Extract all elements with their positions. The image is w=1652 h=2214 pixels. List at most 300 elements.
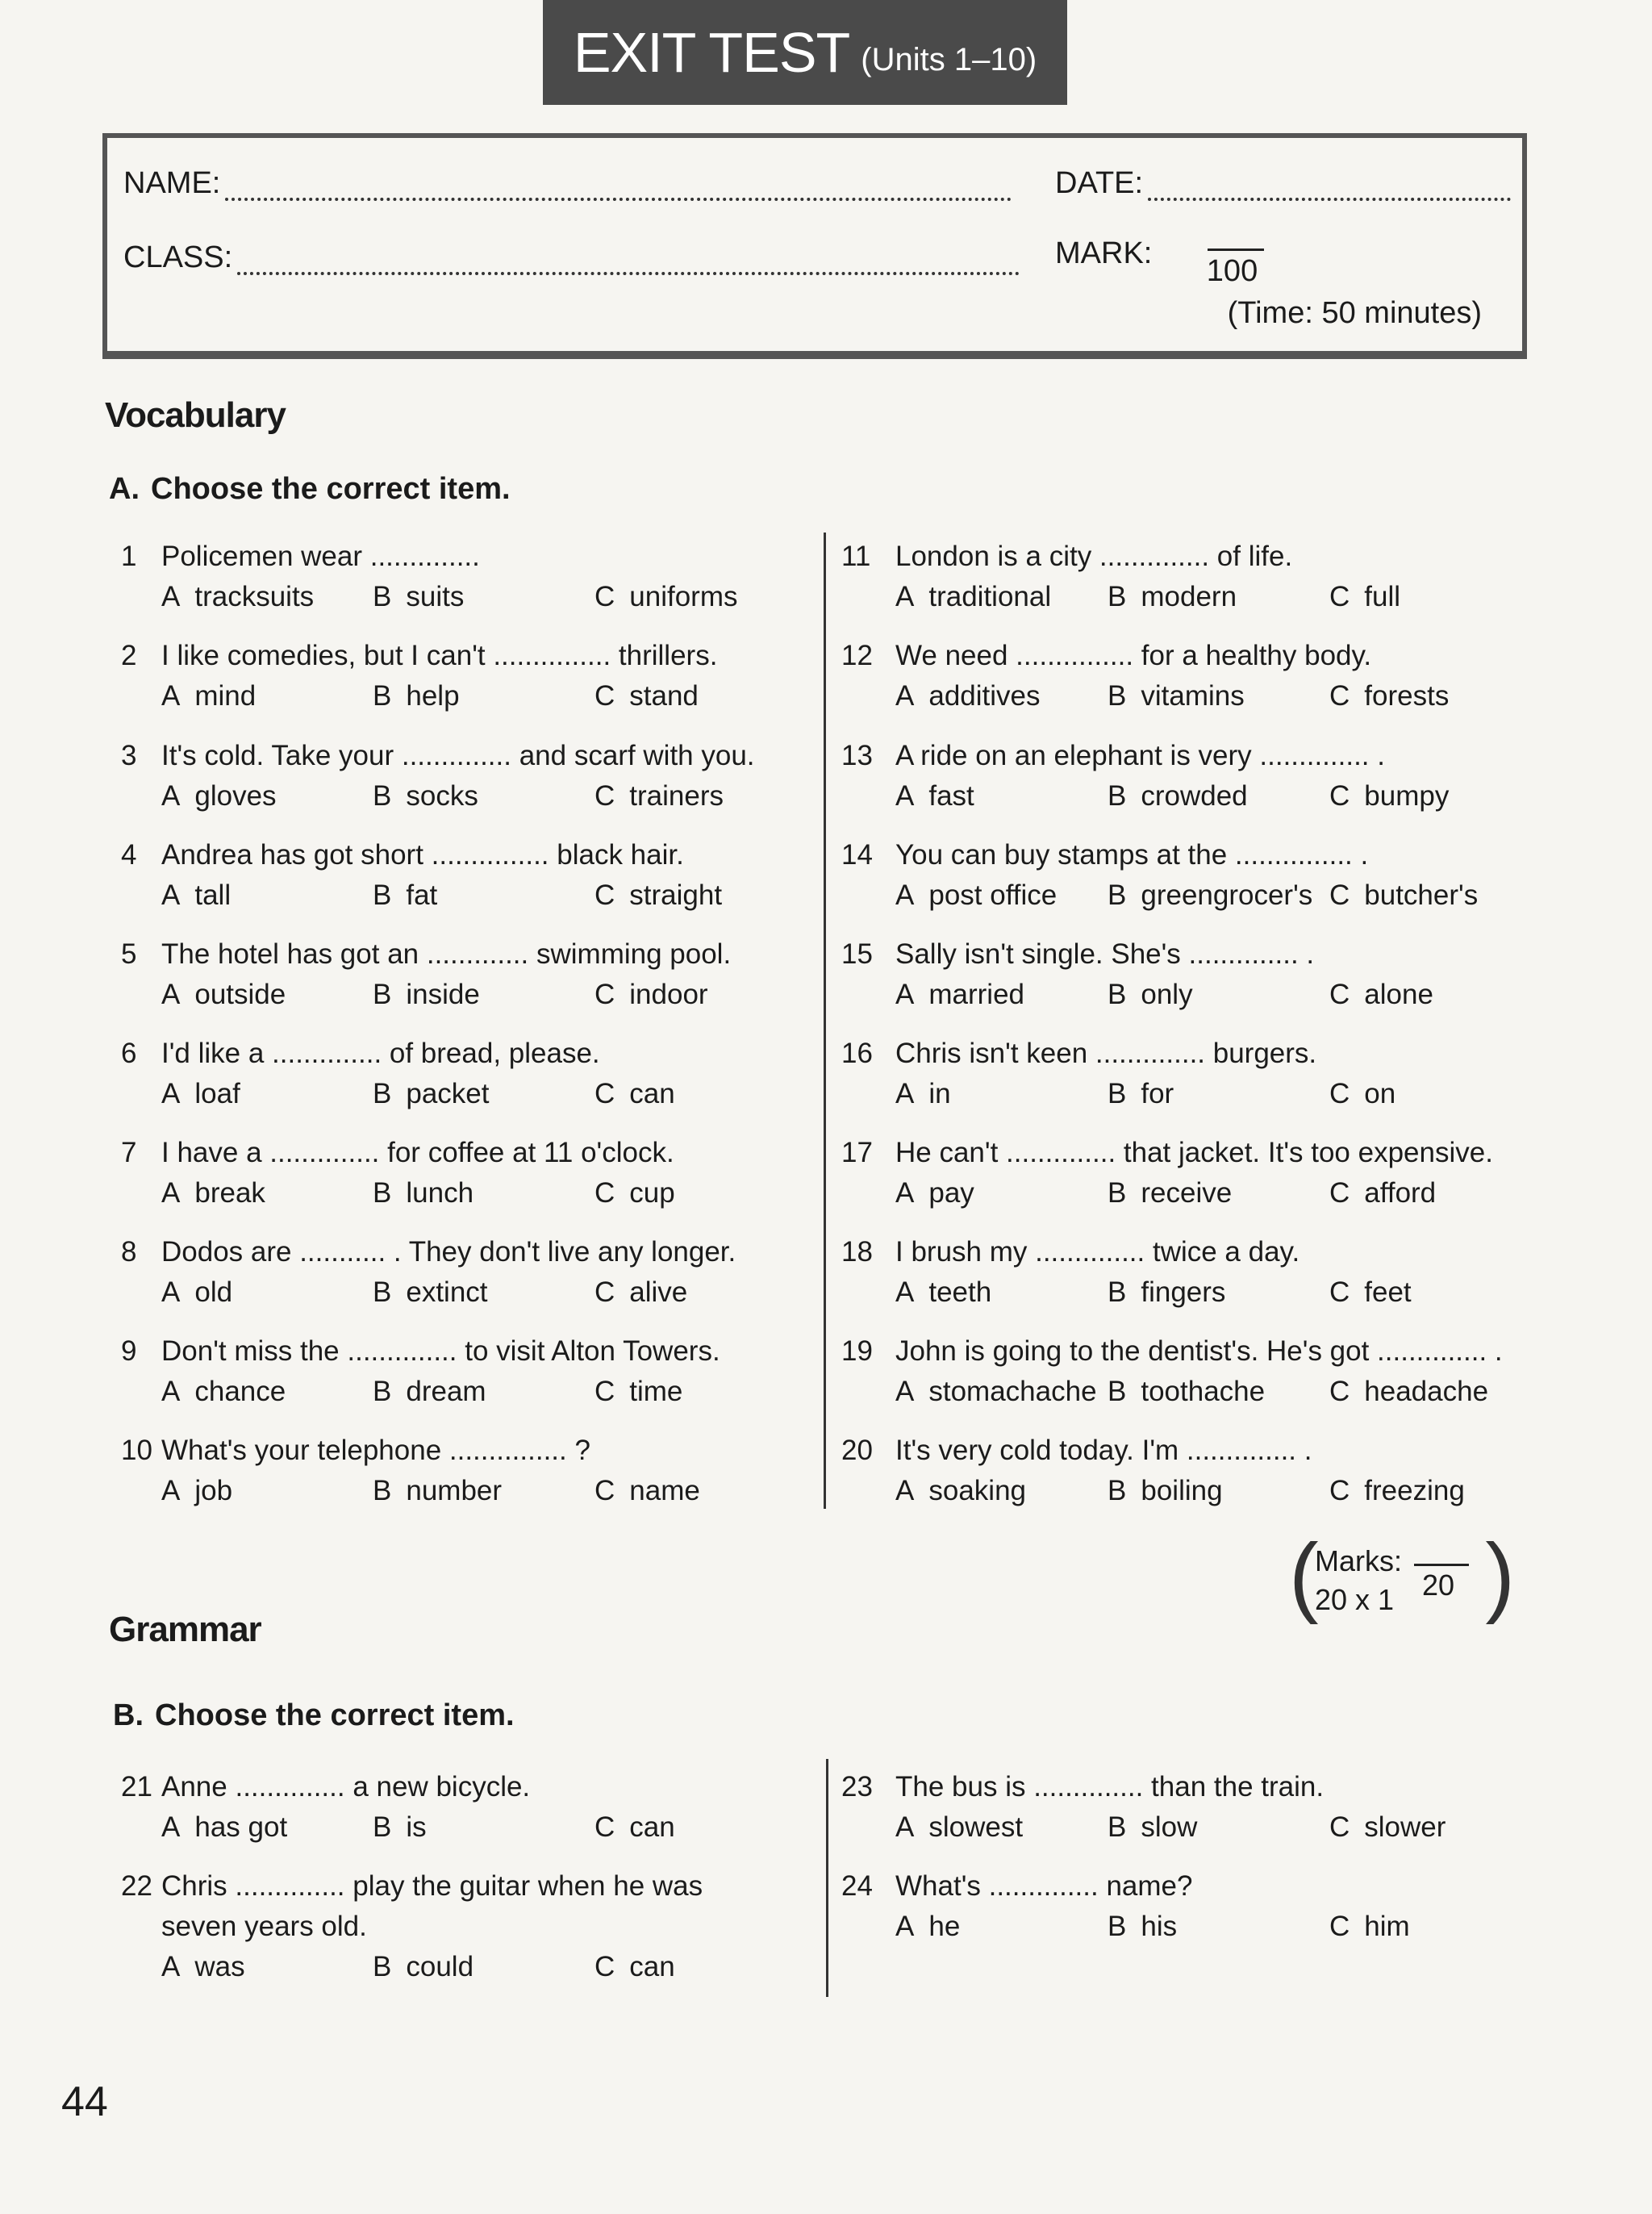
option-a[interactable] [895,975,1024,1015]
option-text: boiling [1141,1475,1223,1506]
question-number: 24 [841,1870,873,1902]
option-letter: A [895,1276,915,1308]
question-text: Chris .............. play the guitar when he was [161,1870,703,1902]
option-b[interactable] [373,676,460,716]
question-text: The bus is .............. than the train. [895,1771,1325,1803]
option-text: break [194,1177,265,1209]
test-title-bar [543,0,1067,105]
option-letter: B [373,1376,392,1407]
question-text: London is a city .............. of life. [895,541,1293,572]
option-a[interactable] [161,1372,286,1412]
option-c[interactable] [594,875,722,916]
option-b[interactable] [373,875,437,916]
question-number: 1 [121,541,137,572]
option-b[interactable] [373,1074,489,1114]
marks-multiplier: 20 x 1 [1315,1583,1395,1616]
option-text: his [1141,1911,1178,1942]
question-item [841,1232,1571,1313]
option-a[interactable] [895,875,1057,916]
option-a[interactable] [161,1173,265,1214]
question-text: What's your telephone ............... ? [161,1435,590,1466]
option-letter: C [1329,1177,1350,1209]
option-letter: C [594,1475,615,1506]
question-number: 21 [121,1771,152,1803]
instruction-text: Choose the correct item. [151,472,511,506]
option-letter: A [161,1951,181,1982]
name-blank[interactable] [225,173,1012,201]
question-item [121,1034,836,1114]
option-text: packet [406,1078,490,1109]
question-number: 4 [121,839,137,871]
option-c[interactable] [1329,1471,1465,1511]
option-c[interactable] [1329,1372,1488,1412]
option-letter: C [1329,581,1350,612]
mark-numerator-blank[interactable] [1208,229,1264,251]
option-text: slower [1364,1811,1446,1843]
option-letter: B [373,1475,392,1506]
question-item [121,1133,836,1214]
option-text: outside [194,979,286,1010]
question-number: 12 [841,640,873,671]
test-subtitle: (Units 1–10) [861,41,1037,77]
instruction-letter: B. [113,1698,144,1732]
question-item [121,1866,836,1987]
question-number: 3 [121,740,137,771]
option-letter: C [594,680,615,712]
option-text: forests [1364,680,1450,712]
option-text: headache [1364,1376,1489,1407]
option-letter: B [373,680,392,712]
question-text: What's .............. name? [895,1870,1193,1902]
option-letter: A [895,1078,915,1109]
option-text: old [194,1276,233,1308]
option-letter: B [373,1951,392,1982]
open-paren: ( [1289,1526,1319,1625]
option-a[interactable] [161,577,314,617]
option-letter: B [1108,581,1127,612]
option-b[interactable] [373,1372,486,1412]
option-a[interactable] [895,1807,1023,1848]
option-letter: A [161,1811,181,1843]
option-b[interactable] [1108,1173,1232,1214]
question-item [841,1767,1571,1848]
option-letter: B [1108,680,1127,712]
option-text: fat [406,879,438,911]
question-item [841,835,1571,916]
instruction-text: Choose the correct item. [155,1698,515,1732]
question-item [121,1767,836,1848]
option-text: cup [629,1177,675,1209]
option-a[interactable] [895,1272,991,1313]
option-text: inside [406,979,480,1010]
question-text: Andrea has got short ............... black hair. [161,839,684,871]
option-letter: B [1108,1177,1127,1209]
option-letter: A [161,1078,181,1109]
option-text: for [1141,1078,1174,1109]
question-text: Don't miss the .............. to visit Alton Towers. [161,1335,720,1367]
option-letter: B [373,1276,392,1308]
question-number: 23 [841,1771,873,1803]
option-text: name [629,1475,700,1506]
question-number: 15 [841,938,873,970]
option-text: job [194,1475,233,1506]
option-letter: A [161,1276,181,1308]
option-letter: A [895,581,915,612]
option-letter: B [1108,1078,1127,1109]
mark-fraction [1200,229,1264,289]
question-text: You can buy stamps at the ............... . [895,839,1369,871]
option-b[interactable] [1108,1372,1265,1412]
option-letter: C [1329,1276,1350,1308]
option-c[interactable] [1329,577,1400,617]
option-text: in [928,1078,951,1109]
option-text: feet [1364,1276,1412,1308]
option-text: butcher's [1364,879,1479,911]
option-text: straight [629,879,723,911]
option-a[interactable] [161,1807,287,1848]
question-text: Chris isn't keen .............. burgers. [895,1038,1317,1069]
option-a[interactable] [161,1947,245,1987]
option-text: is [406,1811,427,1843]
option-text: traditional [928,581,1052,612]
option-c[interactable] [1329,1907,1410,1947]
option-text: alive [629,1276,688,1308]
option-letter: A [161,581,181,612]
option-letter: A [161,680,181,712]
option-b[interactable] [1108,1907,1177,1947]
option-c[interactable] [594,1947,675,1987]
question-item [841,1866,1571,1947]
option-letter: C [594,979,615,1010]
option-text: tracksuits [194,581,315,612]
option-c[interactable] [594,676,699,716]
option-letter: B [373,1811,392,1843]
option-letter: C [594,879,615,911]
option-letter: A [895,1475,915,1506]
option-c[interactable] [1329,1807,1446,1848]
option-letter: B [1108,979,1127,1010]
date-blank[interactable] [1148,173,1511,201]
option-text: mind [194,680,257,712]
marks-label: Marks: [1315,1544,1402,1577]
option-text: modern [1141,581,1237,612]
option-b[interactable] [373,1471,502,1511]
option-letter: C [1329,680,1350,712]
option-letter: A [895,1911,915,1942]
option-text: stand [629,680,699,712]
option-text: suits [406,581,465,612]
option-text: slowest [928,1811,1024,1843]
question-text: John is going to the dentist's. He's got .............. . [895,1335,1503,1367]
date-field[interactable] [1055,166,1511,201]
option-c[interactable] [1329,1074,1395,1114]
option-b[interactable] [1108,1471,1223,1511]
vocabulary-instruction [109,472,511,507]
question-number: 2 [121,640,137,671]
option-letter: C [594,780,615,812]
option-letter: B [1108,1911,1127,1942]
question-number: 20 [841,1435,873,1466]
marks-blank[interactable] [1414,1564,1469,1566]
question-number: 9 [121,1335,137,1367]
question-text: I have a .............. for coffee at 11 o'clock. [161,1137,674,1168]
time-note: (Time: 50 minutes) [1227,296,1482,330]
option-text: only [1141,979,1193,1010]
option-c[interactable] [594,577,738,617]
vocabulary-title: Vocabulary [105,395,286,435]
option-b[interactable] [373,1947,473,1987]
option-c[interactable] [1329,1173,1436,1214]
option-text: can [629,1811,675,1843]
question-item [121,934,836,1015]
option-letter: A [161,1177,181,1209]
option-letter: C [594,1078,615,1109]
option-b[interactable] [1108,676,1245,716]
option-a[interactable] [895,1372,1097,1412]
option-text: vitamins [1141,680,1245,712]
option-text: soaking [928,1475,1026,1506]
option-b[interactable] [1108,776,1248,817]
option-text: additives [928,680,1041,712]
question-number: 11 [841,541,871,572]
option-c[interactable] [594,1471,700,1511]
option-letter: C [1329,1376,1350,1407]
option-letter: B [1108,879,1127,911]
option-c[interactable] [1329,975,1433,1015]
option-text: greengrocer's [1141,879,1313,911]
name-field[interactable] [123,166,1012,201]
option-c[interactable] [1329,776,1449,817]
option-c[interactable] [1329,875,1478,916]
option-c[interactable] [594,776,724,817]
question-item [841,1034,1571,1114]
option-c[interactable] [594,1807,675,1848]
question-item [841,736,1571,817]
option-a[interactable] [161,1074,240,1114]
option-text: extinct [406,1276,488,1308]
question-item [841,1431,1571,1511]
question-item [841,1331,1571,1412]
option-text: pay [928,1177,974,1209]
option-letter: B [1108,780,1127,812]
option-a[interactable] [895,1074,951,1114]
name-label: NAME: [123,166,221,200]
option-b[interactable] [1108,1074,1174,1114]
option-letter: A [161,879,181,911]
option-letter: A [161,780,181,812]
question-text: A ride on an elephant is very .............. . [895,740,1385,771]
question-text: Policemen wear .............. [161,541,480,572]
option-letter: C [594,1177,615,1209]
option-a[interactable] [895,1471,1026,1511]
option-letter: C [594,1376,615,1407]
option-b[interactable] [373,1807,427,1848]
option-letter: C [1329,979,1350,1010]
question-item [121,1431,836,1511]
question-text: I like comedies, but I can't ............... thrillers. [161,640,718,671]
question-number: 5 [121,938,137,970]
question-number: 19 [841,1335,873,1367]
option-text: afford [1364,1177,1437,1209]
option-b[interactable] [373,975,480,1015]
question-number: 22 [121,1870,152,1902]
option-text: bumpy [1364,780,1450,812]
option-c[interactable] [1329,1272,1412,1313]
option-c[interactable] [594,1272,687,1313]
question-item [121,835,836,916]
option-letter: C [594,581,615,612]
option-letter: C [1329,1811,1350,1843]
question-item [121,1331,836,1412]
question-item [841,1133,1571,1214]
option-a[interactable] [895,1173,974,1214]
option-text: has got [194,1811,288,1843]
question-text: The hotel has got an ............. swimming pool. [161,938,732,970]
date-label: DATE: [1055,166,1144,200]
option-text: crowded [1141,780,1248,812]
option-a[interactable] [895,1907,960,1947]
option-letter: A [161,1475,181,1506]
question-item [121,537,836,617]
option-letter: B [373,1078,392,1109]
question-number: 10 [121,1435,152,1466]
test-title: EXIT TEST [573,21,850,84]
option-text: freezing [1364,1475,1465,1506]
option-b[interactable] [373,1272,488,1313]
option-c[interactable] [594,1173,675,1214]
option-text: can [629,1078,675,1109]
option-b[interactable] [1108,1272,1225,1313]
option-a[interactable] [161,1272,232,1313]
option-b[interactable] [373,1173,473,1214]
option-text: teeth [928,1276,992,1308]
option-text: tall [194,879,232,911]
option-text: slow [1141,1811,1198,1843]
question-number: 13 [841,740,873,771]
option-letter: A [895,879,915,911]
option-b[interactable] [373,577,464,617]
grammar-instruction [113,1698,515,1733]
option-a[interactable] [895,776,974,817]
question-item [841,934,1571,1015]
option-text: dream [406,1376,486,1407]
option-b[interactable] [373,776,478,817]
option-letter: C [1329,1475,1350,1506]
question-text: Sally isn't single. She's .............. . [895,938,1315,970]
option-letter: A [161,979,181,1010]
option-letter: B [1108,1376,1127,1407]
option-text: trainers [629,780,724,812]
option-text: married [928,979,1024,1010]
question-item [841,537,1571,617]
option-text: time [629,1376,683,1407]
question-text: I brush my .............. twice a day. [895,1236,1300,1268]
option-text: stomachache [928,1376,1097,1407]
option-text: alone [1364,979,1433,1010]
question-item [121,636,836,716]
option-text: can [629,1951,675,1982]
option-text: receive [1141,1177,1233,1209]
option-letter: B [373,581,392,612]
question-number: 17 [841,1137,873,1168]
option-c[interactable] [1329,676,1449,716]
option-a[interactable] [161,875,231,916]
option-a[interactable] [895,676,1041,716]
class-blank[interactable] [237,248,1020,275]
option-a[interactable] [161,1471,232,1511]
option-letter: B [1108,1475,1127,1506]
option-b[interactable] [1108,577,1237,617]
question-text: He can't .............. that jacket. It's too expensive. [895,1137,1493,1168]
option-letter: B [1108,1276,1127,1308]
option-text: full [1364,581,1401,612]
mark-label: MARK: [1055,236,1153,270]
question-text: It's very cold today. I'm .............. . [895,1435,1312,1466]
option-letter: C [594,1811,615,1843]
option-letter: C [594,1951,615,1982]
option-text: socks [406,780,478,812]
option-letter: A [895,979,915,1010]
option-text: uniforms [629,581,738,612]
question-text: Anne .............. a new bicycle. [161,1771,531,1803]
marks-total: 20 [1422,1569,1455,1602]
class-field[interactable] [123,240,1020,275]
option-text: lunch [406,1177,474,1209]
option-letter: C [1329,1078,1350,1109]
option-letter: B [1108,1811,1127,1843]
option-letter: B [373,780,392,812]
option-text: number [406,1475,503,1506]
question-number: 8 [121,1236,137,1268]
option-letter: A [161,1376,181,1407]
option-a[interactable] [895,577,1051,617]
option-a[interactable] [161,676,256,716]
question-text-continued: seven years old. [161,1911,367,1942]
question-item [841,636,1571,716]
option-c[interactable] [594,1074,675,1114]
vocabulary-marks-box [1289,1526,1515,1625]
option-letter: C [1329,780,1350,812]
question-text: Dodos are ........... . They don't live any longer. [161,1236,736,1268]
option-text: him [1364,1911,1410,1942]
question-number: 7 [121,1137,137,1168]
option-text: gloves [194,780,277,812]
instruction-letter: A. [109,472,140,506]
option-b[interactable] [1108,875,1312,916]
question-number: 16 [841,1038,873,1069]
option-a[interactable] [161,975,286,1015]
option-text: post office [928,879,1058,911]
option-letter: A [895,780,915,812]
mark-denominator: 100 [1206,254,1258,288]
question-item [121,736,836,817]
class-label: CLASS: [123,240,233,274]
option-text: help [406,680,460,712]
page-number: 44 [61,2078,108,2125]
option-text: fast [928,780,974,812]
option-a[interactable] [161,776,277,817]
question-text: I'd like a .............. of bread, please. [161,1038,600,1069]
option-b[interactable] [1108,975,1193,1015]
question-number: 6 [121,1038,137,1069]
option-c[interactable] [594,975,708,1015]
option-text: indoor [629,979,708,1010]
option-b[interactable] [1108,1807,1197,1848]
option-letter: A [895,1811,915,1843]
option-letter: A [895,1376,915,1407]
option-text: toothache [1141,1376,1266,1407]
option-c[interactable] [594,1372,682,1412]
